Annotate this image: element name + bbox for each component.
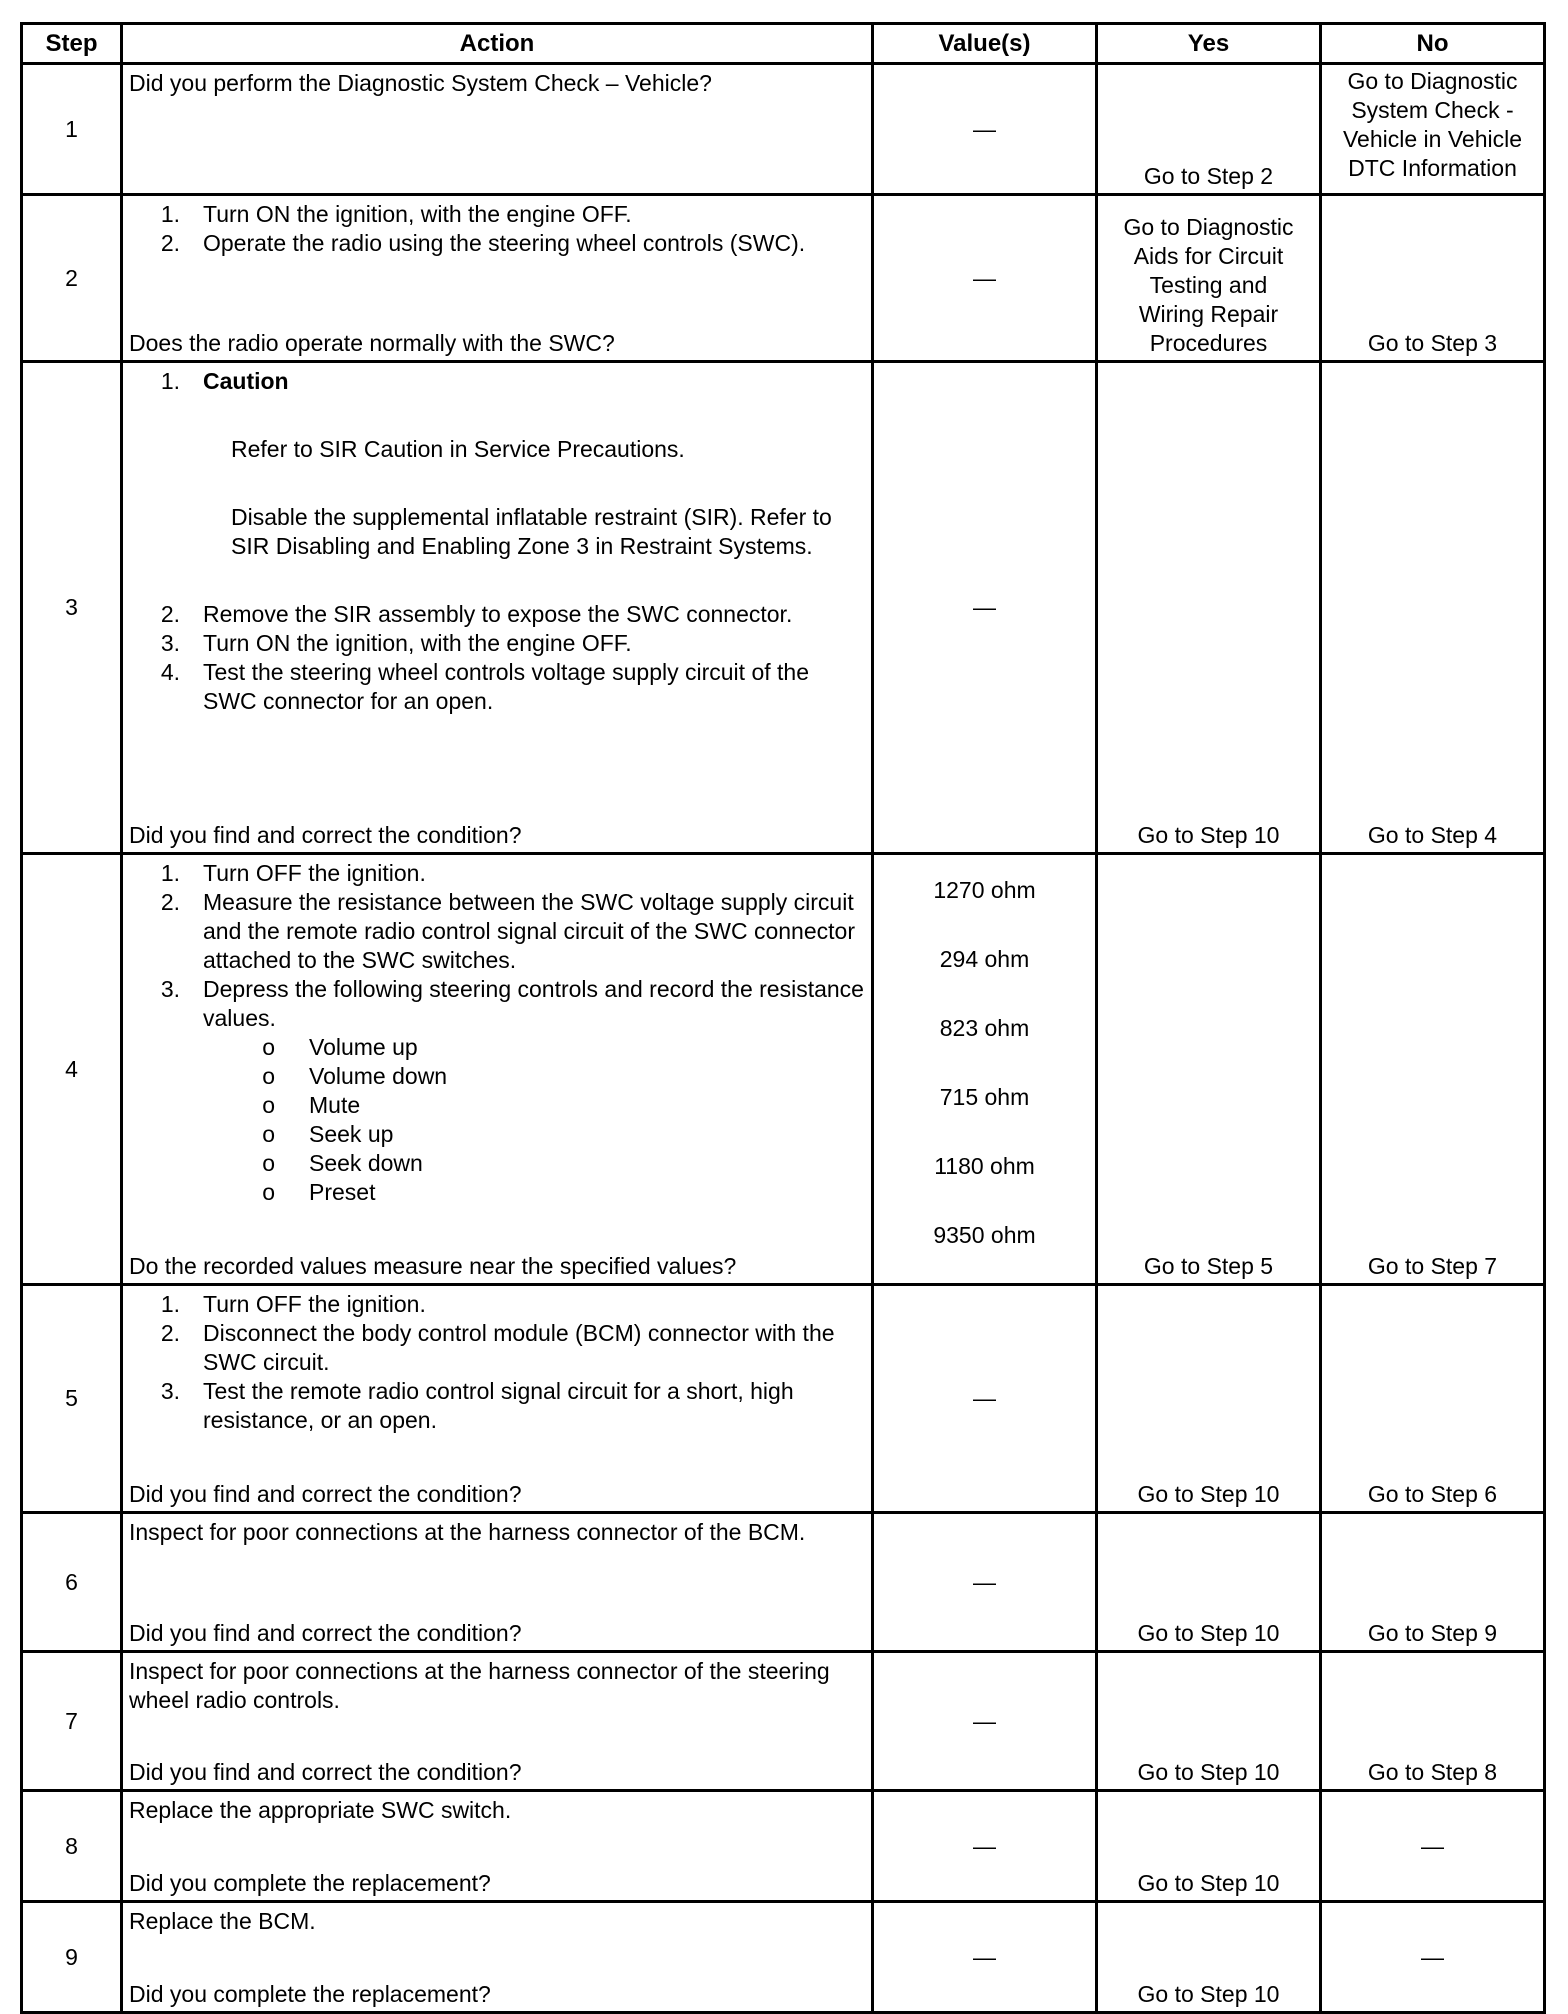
control-item: o Volume up: [262, 1034, 418, 1060]
dash: —: [973, 594, 996, 620]
action-cell: [122, 1902, 873, 2013]
action-text: Replace the appropriate SWC switch.: [129, 1797, 512, 1823]
action-step: 1. Turn OFF the ignition.: [160, 1291, 426, 1317]
no-line: Vehicle in Vehicle: [1342, 126, 1522, 152]
table-row: [22, 854, 1545, 1285]
step-number: 6: [22, 1513, 122, 1652]
value-cell: [873, 1652, 1097, 1791]
resistance-value: 1270 ohm: [933, 877, 1036, 903]
header-step: Step: [22, 24, 122, 64]
yes-link: Go to Step 10: [1137, 1870, 1280, 1896]
step-number: 4: [22, 854, 122, 1285]
action-cell: [122, 64, 873, 195]
value-cell: [873, 1513, 1097, 1652]
yes-cell: [1097, 195, 1321, 362]
control-item: o Seek down: [262, 1150, 423, 1176]
no-cell: [1321, 64, 1545, 195]
action-step: 2. Operate the radio using the steering wheel controls (SWC).: [160, 230, 806, 256]
table-row: [22, 1285, 1545, 1513]
action-question: Did you find and correct the condition?: [129, 1481, 522, 1507]
control-item: o Seek up: [262, 1121, 394, 1147]
no-cell: [1321, 1902, 1545, 2013]
yes-cell: [1097, 854, 1321, 1285]
action-question: Did you complete the replacement?: [129, 1981, 491, 2007]
resistance-value: 823 ohm: [939, 1015, 1030, 1041]
action-steps: [129, 600, 865, 716]
dash: —: [973, 264, 996, 291]
action-question: Does the radio operate normally with the SWC?: [129, 330, 615, 356]
action-step: 3. Test the remote radio control signal circuit for a short, high resistance, or an open.: [160, 1378, 794, 1433]
action-text: Inspect for poor connections at the harness connector of the steering wheel radio controls.: [129, 1658, 830, 1713]
yes-cell: [1097, 1513, 1321, 1652]
step-number: 8: [22, 1791, 122, 1902]
yes-line: Go to Diagnostic: [1123, 214, 1294, 240]
yes-cell: [1097, 1902, 1321, 2013]
no-cell: [1321, 195, 1545, 362]
action-cell: [122, 854, 873, 1285]
no-cell: [1321, 854, 1545, 1285]
no-cell: [1321, 1652, 1545, 1791]
step-number: 9: [22, 1902, 122, 2013]
action-question: Did you complete the replacement?: [129, 1870, 491, 1896]
action-step: 1. Turn ON the ignition, with the engine OFF.: [160, 201, 632, 227]
action-cell: [122, 362, 873, 854]
table-row: [22, 1791, 1545, 1902]
action-step: 1. Caution: [160, 368, 289, 394]
dash: —: [973, 1707, 996, 1734]
no-cell: [1321, 1791, 1545, 1902]
caution-text: Disable the supplemental inflatable restraint (SIR). Refer to SIR Disabling and Enabling Zone 3 in Restraint Systems.: [231, 504, 832, 559]
diagnostic-table: [20, 22, 1546, 2014]
table-row: [22, 64, 1545, 195]
yes-cell: [1097, 1652, 1321, 1791]
no-line: System Check -: [1351, 97, 1514, 123]
value-cell: [873, 1902, 1097, 2013]
dash: —: [1421, 1943, 1444, 1970]
control-item: o Mute: [262, 1092, 361, 1118]
yes-line: Testing and: [1149, 272, 1268, 298]
yes-cell: [1097, 64, 1321, 195]
action-cell: [122, 1513, 873, 1652]
yes-link: Go to Step 10: [1137, 1981, 1280, 2007]
action-steps: [129, 200, 865, 258]
no-line: DTC Information: [1348, 155, 1517, 181]
step-number: 2: [22, 195, 122, 362]
action-step: 1. Turn OFF the ignition.: [160, 860, 426, 886]
header-values: Value(s): [873, 24, 1097, 64]
table-row: [22, 195, 1545, 362]
yes-cell: [1097, 1285, 1321, 1513]
caution-label: Caution: [203, 368, 289, 394]
table-row: [22, 362, 1545, 854]
dash: —: [973, 1832, 996, 1859]
action-question: Do the recorded values measure near the specified values?: [129, 1253, 737, 1279]
value-cell: [873, 1791, 1097, 1902]
action-question: Did you find and correct the condition?: [129, 822, 522, 848]
no-cell: [1321, 362, 1545, 854]
yes-link: Go to Step 10: [1137, 1620, 1280, 1646]
action-question: Did you find and correct the condition?: [129, 1759, 522, 1785]
control-item: o Preset: [262, 1179, 376, 1205]
action-text: Inspect for poor connections at the harness connector of the BCM.: [129, 1519, 806, 1545]
step-number: 3: [22, 362, 122, 854]
action-steps: [129, 1290, 865, 1435]
step-number: 1: [22, 64, 122, 195]
value-cell: [873, 1285, 1097, 1513]
yes-link: Go to Step 10: [1137, 822, 1280, 848]
yes-link: Go to Step 10: [1137, 1481, 1280, 1507]
dash: —: [973, 1385, 996, 1411]
caution-text: Refer to SIR Caution in Service Precautions.: [231, 436, 685, 462]
yes-line: Aids for Circuit: [1133, 243, 1284, 269]
resistance-value: 9350 ohm: [933, 1222, 1036, 1248]
table-row: [22, 1652, 1545, 1791]
yes-line: Wiring Repair: [1138, 301, 1279, 327]
no-link: Go to Step 4: [1367, 822, 1498, 848]
no-cell: [1321, 1285, 1545, 1513]
action-step: 2. Remove the SIR assembly to expose the SWC connector.: [160, 601, 793, 627]
yes-link: Go to Step 10: [1137, 1759, 1280, 1785]
action-cell: [122, 195, 873, 362]
control-item: o Volume down: [262, 1063, 448, 1089]
header-action: Action: [122, 24, 873, 64]
action-step: 2. Disconnect the body control module (BCM) connector with the SWC circuit.: [160, 1320, 835, 1375]
action-step: 3. Depress the following steering controls and record the resistance values.: [160, 976, 864, 1031]
table-row: [22, 1513, 1545, 1652]
value-cell: [873, 362, 1097, 854]
yes-cell: [1097, 1791, 1321, 1902]
resistance-value: 1180 ohm: [934, 1153, 1035, 1179]
header-no: No: [1321, 24, 1545, 64]
no-line: Go to Diagnostic: [1347, 68, 1518, 94]
dash: —: [973, 1943, 996, 1970]
yes-cell: [1097, 362, 1321, 854]
value-cell: [873, 195, 1097, 362]
action-question: Did you perform the Diagnostic System Check – Vehicle?: [129, 70, 712, 96]
header-row: [22, 24, 1545, 64]
no-link: Go to Step 3: [1367, 330, 1498, 356]
action-cell: [122, 1285, 873, 1513]
no-link: Go to Step 8: [1367, 1759, 1498, 1785]
no-link: Go to Step 9: [1367, 1620, 1498, 1646]
action-step: 4. Test the steering wheel controls voltage supply circuit of the SWC connector for an open.: [160, 659, 809, 714]
yes-line: Procedures: [1149, 330, 1268, 356]
step-number: 5: [22, 1285, 122, 1513]
action-step: 3. Turn ON the ignition, with the engine OFF.: [160, 630, 632, 656]
resistance-value: 715 ohm: [939, 1084, 1030, 1110]
dash: —: [1421, 1832, 1444, 1859]
header-yes: Yes: [1097, 24, 1321, 64]
action-text: Replace the BCM.: [129, 1908, 316, 1934]
dash: —: [973, 1568, 996, 1595]
no-cell: [1321, 1513, 1545, 1652]
action-cell: [122, 1791, 873, 1902]
control-list: [129, 1033, 865, 1207]
dash: —: [973, 115, 996, 142]
value-cell: [873, 64, 1097, 195]
action-question: Did you find and correct the condition?: [129, 1620, 522, 1646]
no-link: Go to Step 6: [1367, 1481, 1498, 1507]
value-cell: [873, 854, 1097, 1285]
step-number: 7: [22, 1652, 122, 1791]
resistance-value: 294 ohm: [939, 946, 1030, 972]
action-step: 2. Measure the resistance between the SWC voltage supply circuit and the remote radio control signal circuit of the SWC connector attached to the SWC switches.: [160, 889, 855, 973]
action-cell: [122, 1652, 873, 1791]
yes-link: Go to Step 5: [1143, 1253, 1274, 1279]
yes-link: Go to Step 2: [1143, 163, 1274, 189]
table-row: [22, 1902, 1545, 2013]
action-steps: [129, 367, 865, 396]
no-link: Go to Step 7: [1367, 1253, 1498, 1279]
action-steps: [129, 859, 865, 1033]
